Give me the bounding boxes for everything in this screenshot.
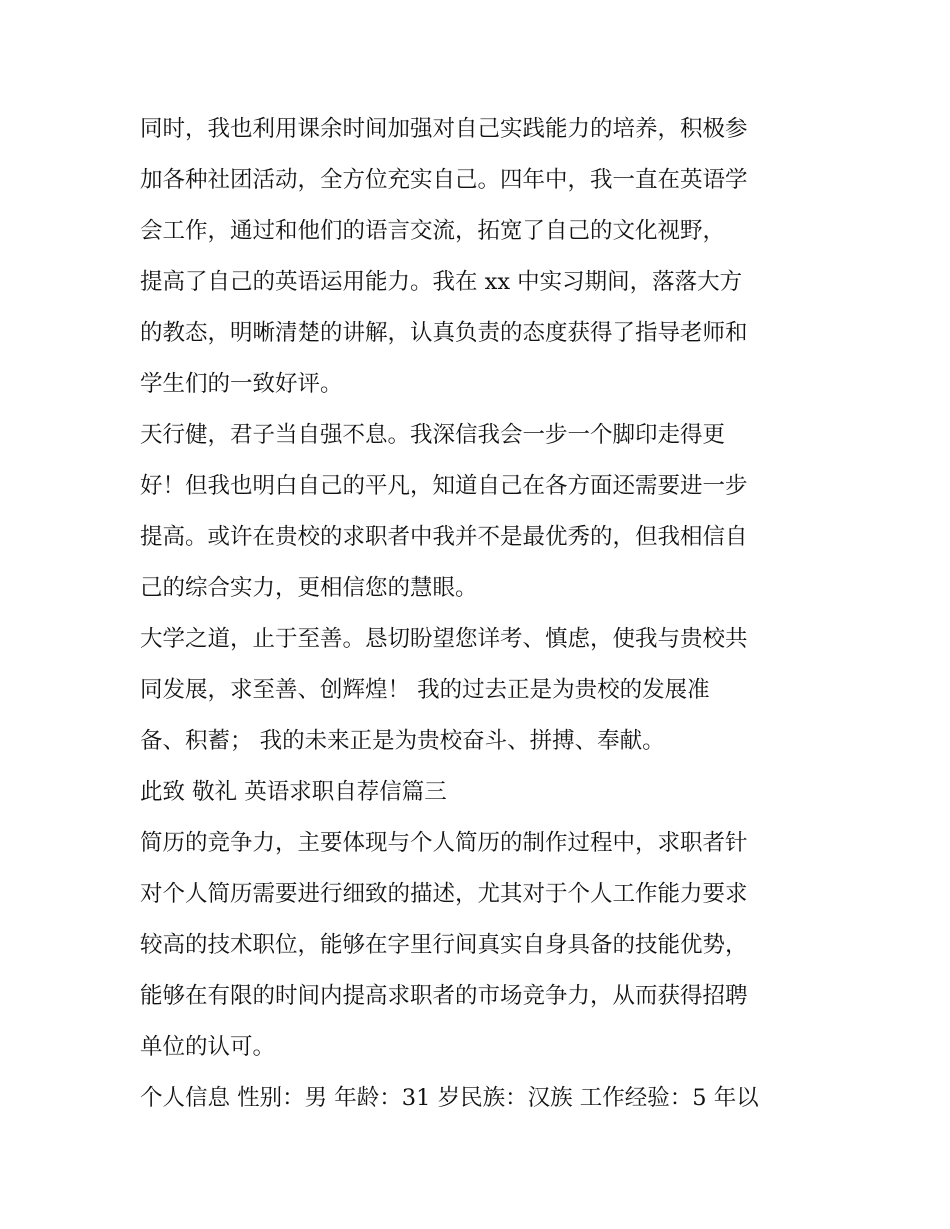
text-line: 此致 敬礼 英语求职自荐信篇三	[140, 779, 447, 805]
text-line: 对个人简历需要进行细致的描述，尤其对于个人工作能力要求	[140, 881, 748, 907]
text-line: 单位的认可。	[140, 1034, 276, 1060]
text-line: 个人信息 性别：男 年龄：31 岁民族：汉族 工作经验：5 年以	[140, 1085, 759, 1111]
text-line: 学生们的一致好评。	[140, 371, 343, 397]
text-line: 大学之道，止于至善。恳切盼望您详考、慎虑，使我与贵校共	[140, 626, 748, 652]
text-line: 简历的竞争力，主要体现与个人简历的制作过程中，求职者针	[140, 830, 748, 856]
text-line: 较高的技术职位，能够在字里行间真实自身具备的技能优势，	[140, 932, 748, 958]
text-line: 提高了自己的英语运用能力。我在 xx 中实习期间，落落大方	[140, 269, 743, 295]
text-line: 备、积蓄； 我的未来正是为贵校奋斗、拼搏、奉献。	[140, 728, 665, 754]
text-line: 加各种社团活动，全方位充实自己。四年中，我一直在英语学	[140, 167, 748, 193]
text-line: 同时，我也利用课余时间加强对自己实践能力的培养，积极参	[140, 116, 748, 142]
text-line: 己的综合实力，更相信您的慧眼。	[140, 575, 478, 601]
text-line: 会工作，通过和他们的语言交流，拓宽了自己的文化视野，	[140, 218, 726, 244]
text-line: 同发展，求至善、创辉煌！ 我的过去正是为贵校的发展准	[140, 677, 710, 703]
text-line: 能够在有限的时间内提高求职者的市场竞争力，从而获得招聘	[140, 983, 748, 1009]
text-line: 的教态，明晰清楚的讲解，认真负责的态度获得了指导老师和	[140, 320, 748, 346]
text-line: 提高。或许在贵校的求职者中我并不是最优秀的，但我相信自	[140, 524, 748, 550]
text-line: 天行健，君子当自强不息。我深信我会一步一个脚印走得更	[140, 422, 726, 448]
text-line: 好！但我也明白自己的平凡，知道自己在各方面还需要进一步	[140, 473, 748, 499]
